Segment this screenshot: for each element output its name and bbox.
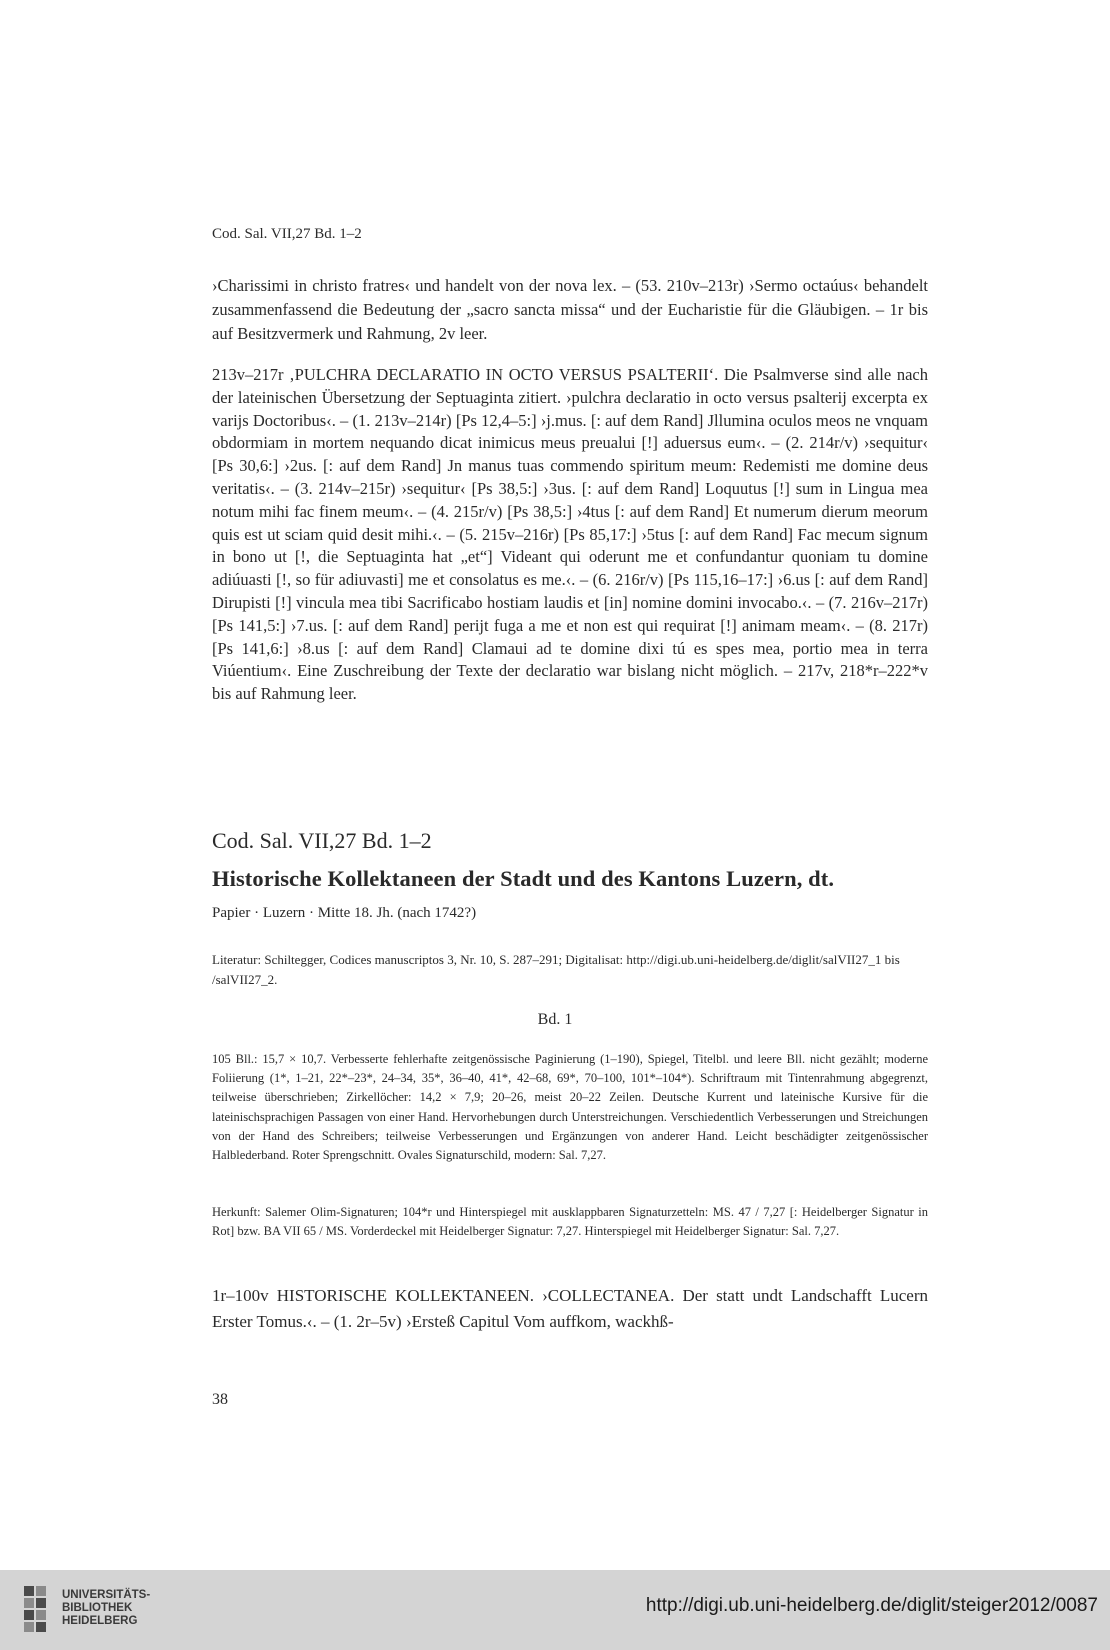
footer-bar xyxy=(0,1570,1110,1650)
library-name xyxy=(62,1589,150,1628)
paragraph-pulchra-declaratio xyxy=(212,364,928,706)
section-signature: Cod. Sal. VII,27 Bd. 1–2 xyxy=(212,828,432,853)
literature-note: Literatur: Schiltegger, Codices manuscriptos 3, Nr. 10, S. 287–291; Digitalisat: http://digi.ub.uni-heidelberg.de/diglit/salVII27_1 bis /salVII27_2. xyxy=(212,952,900,987)
library-logo-icon xyxy=(22,1584,48,1636)
volume-heading: Bd. 1 xyxy=(537,1011,573,1028)
library-name-line: HEIDELBERG xyxy=(62,1615,138,1627)
paragraph-text: 213v–217r ‚PULCHRA DECLARATIO IN OCTO VERSUS PSALTERII‘. Die Psalmverse sind alle nach der lateinischen Übersetzung der Septuaginta zitiert. ›pulchra declaratio in octo versus psalterij excerpta ex varijs Doctoribus‹. – (1. 213v–214r) [Ps 12,4–5:] ›j.mus. [: auf dem Rand] Jllumina oculos meos ne vnquam obdormiam in mortem nequando dicat inimicus meus preualui [!] aduersus eum‹. – (2. 214r/v) ›sequitur‹ [Ps 30,6:] ›2us. [: auf dem Rand] Jn manus tuas commendo spiritum meum: Redemisti me domine deus veritatis‹. – (3. 214v–215r) ›sequitur‹ [Ps 38,5:] ›3us. [: auf dem Rand] Loquutus [!] sum in Lingua mea notum mihi fac finem meum‹. – (4. 215r/v) [Ps 38,5:] ›4tus [: auf dem Rand] Et numerum dierum meorum quis est ut sciam quid desit mihi.‹. – (5. 215v–216r) [Ps 85,17:] ›5tus [: auf dem Rand] Fac mecum signum in bono ut [!, die Septuaginta hat „et“] Videant qui oderunt me et confundantur quoniam tu domine adiúuasti [!, so für adiuvasti] me et consolatus es me.‹. – (6. 216r/v) [Ps 115,16–17:] ›6.us [: auf dem Rand] Dirupisti [!] vincula mea tibi Sacrificabo hostiam laudis et [in] nomine domini invocabo.‹. – (7. 216v–217r) [Ps 141,5:] ›7.us. [: auf dem Rand] perijt fuga a me et non est qui requirat [!] animam meam‹. – (8. 217r) [Ps 141,6:] ›8.us [: auf dem Rand] Clamaui ad te domine dixi tú es spes mea, portio mea in terra Viúentium‹. Eine Zuschreibung der Texte der declaratio war bislang nicht möglich. – 217v, 218*r–222*v bis auf Rahmung leer. xyxy=(212,365,928,704)
section-title: Historische Kollektaneen der Stadt und des Kantons Luzern, dt. xyxy=(212,866,835,891)
section-meta: Papier · Luzern · Mitte 18. Jh. (nach 1742?) xyxy=(212,905,477,921)
page-number: 38 xyxy=(212,1391,228,1408)
provenance-note: Herkunft: Salemer Olim-Signaturen; 104*r und Hinterspiegel mit ausklappbaren Signaturzetteln: MS. 47 / 7,27 [: Heidelberger Signatur in Rot] bzw. BA VII 65 / MS. Vorderdeckel mit Heidelberger Signatur: 7,27. Hinterspiegel mit Heidelberger Signatur: Sal. 7,27. xyxy=(212,1205,928,1239)
physical-description: 105 Bll.: 15,7 × 10,7. Verbesserte fehlerhafte zeitgenössische Paginierung (1–190), Spiegel, Titelbl. und leere Bll. nicht gezählt; moderne Foliierung (1*, 1–21, 22*–23*, 24–34, 35*, 36–40, 41*, 42–68, 69*, 70–100, 101*–104*). Schriftraum mit Tintenrahmung abgegrenzt, teilweise überschrieben; Zirkellöcher: 14,2 × 7,9; 20–26, meist 20–22 Zeilen. Deutsche Kurrent und lateinische Kursive für die lateinischsprachigen Passagen von einer Hand. Hervorhebungen durch Unterstreichungen. Verschiedentlich Verbesserungen und Streichungen von der Hand des Schreibers; teilweise Verbesserungen und Ergänzungen von anderer Hand. Leicht beschädigter zeitgenössischer Halblederband. Roter Sprengschnitt. Ovales Signaturschild, modern: Sal. 7,27. xyxy=(212,1052,928,1163)
library-name-line: BIBLIOTHEK xyxy=(62,1602,133,1614)
paragraph-collectanea: 1r–100v HISTORISCHE KOLLEKTANEEN. ›COLLECTANEA. Der statt undt Landschafft Lucern Erster Tomus.‹. – (1. 2r–5v) ›Ersteß Capitul Vom auffkom, wackhß- xyxy=(212,1286,928,1331)
source-url-link[interactable]: http://digi.ub.uni-heidelberg.de/diglit/steiger2012/0087 xyxy=(645,1595,1098,1616)
running-head: Cod. Sal. VII,27 Bd. 1–2 xyxy=(212,226,362,242)
paragraph-sermon xyxy=(212,274,928,346)
library-name-line: UNIVERSITÄTS- xyxy=(62,1589,151,1601)
paragraph-text: ›Charissimi in christo fratres‹ und handelt von der nova lex. – (53. 210v–213r) ›Sermo octaúus‹ behandelt zusammenfassend die Bedeutung der „sacro sancta missa“ und der Eucharistie für die Gläubigen. – 1r bis auf Besitzvermerk und Rahmung, 2v leer. xyxy=(212,276,928,343)
